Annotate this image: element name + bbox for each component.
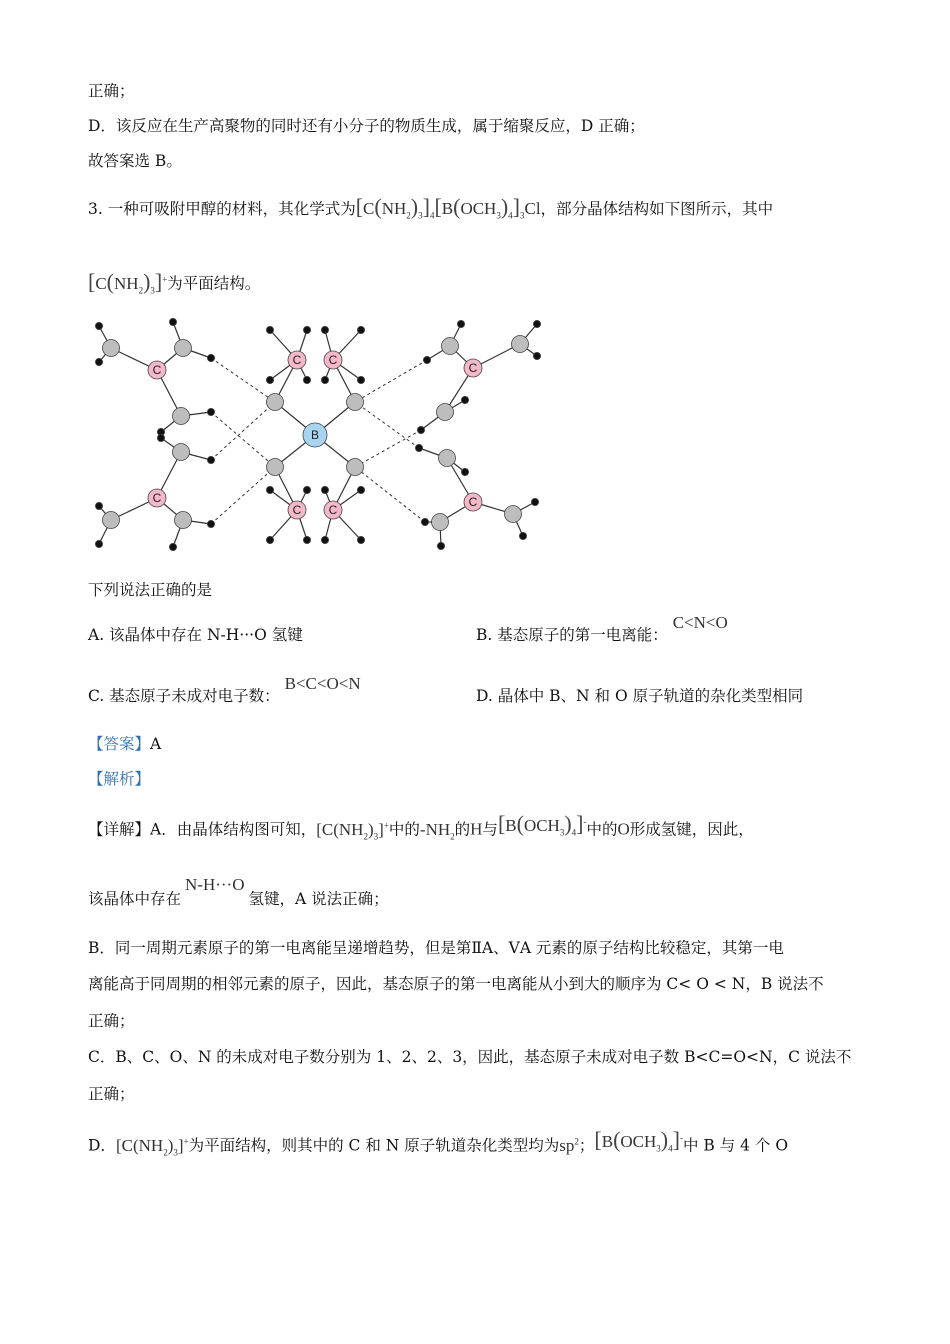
option-b-formula: C<N<O	[672, 613, 728, 632]
hydrogen-atom	[207, 456, 214, 463]
answer-line	[88, 733, 161, 755]
hydrogen-atom	[95, 322, 102, 329]
cation-formula: $[C(NH_2)_3]^+$	[88, 268, 168, 296]
hydrogen-atom	[357, 376, 364, 383]
carbon-atom-label: C	[328, 503, 338, 517]
hydrogen-atom	[533, 320, 540, 327]
hydrogen-atom	[519, 532, 526, 539]
answer-tag: 【答案】	[88, 735, 151, 753]
hydrogen-atom	[415, 444, 422, 451]
question-suffix: ，部分晶体结构如下图所示，其中	[540, 200, 774, 218]
option-c-formula: B<C<O<N	[284, 674, 361, 693]
carbon-atom-label: C	[292, 503, 302, 517]
option-c: C. 基态原子未成对电子数： B<C<O<N	[88, 674, 361, 705]
hydrogen-atom	[169, 543, 176, 550]
answer-value: A	[150, 735, 162, 753]
crystal-structure-diagram	[85, 312, 555, 557]
hydrogen-atom	[266, 536, 273, 543]
hydrogen-atom	[303, 486, 310, 493]
hydrogen-bond	[355, 402, 419, 448]
question-line-1	[88, 196, 773, 226]
nitrogen-atom	[512, 336, 529, 353]
detail-line-d1: D．$[C(NH_2)_3]^+$为平面结构，则其中的 C 和 N 原子轨道杂化类型均为$sp^2$；$[B(OCH_3)_4]^-$中 B 与 4 个 O	[88, 1126, 789, 1158]
hydrogen-atom	[266, 326, 273, 333]
hydrogen-bond	[355, 360, 427, 402]
detail-tag: 【详解】	[88, 820, 151, 839]
hydrogen-bond	[355, 467, 425, 522]
line-3: 故答案选 B。	[88, 152, 182, 170]
nitrogen-atom	[432, 514, 449, 531]
nitrogen-atom	[437, 404, 454, 421]
hydrogen-atom	[95, 540, 102, 547]
boron-atom-label: B	[310, 428, 320, 442]
hydrogen-atom	[531, 498, 538, 505]
hydrogen-atom	[357, 326, 364, 333]
hydrogen-bond	[211, 358, 275, 402]
detail-line-a1: 【详解】A．由晶体结构图可知，$[C(NH_2)_3]^+$中的$-NH_2$的H与$[B(OCH_3)_4]^-$中的O形成氢键，因此，	[88, 810, 754, 842]
oxygen-atom	[267, 459, 284, 476]
nitrogen-atom	[103, 512, 120, 529]
nitrogen-atom	[439, 450, 456, 467]
hydrogen-atom	[157, 434, 164, 441]
hydrogen-atom	[207, 408, 214, 415]
carbon-atom-label: C	[152, 491, 162, 505]
hydrogen-atom	[321, 326, 328, 333]
hydrogen-atom	[457, 320, 464, 327]
option-a: A. 该晶体中存在 N-H···O 氢键	[88, 626, 303, 644]
hydrogen-atom	[95, 358, 102, 365]
hydrogen-atom	[207, 520, 214, 527]
nitrogen-atom	[103, 340, 120, 357]
carbon-atom-label: C	[292, 353, 302, 367]
carbon-atom-label: C	[468, 361, 478, 375]
detail-line-b2: 离能高于同周期的相邻元素的原子，因此，基态原子的第一电离能从小到大的顺序为 C< O < N，B 说法不	[88, 975, 824, 993]
nitrogen-atom	[505, 506, 522, 523]
hydrogen-bond	[355, 430, 421, 467]
question-prompt: 下列说法正确的是	[88, 581, 213, 599]
analysis-tag: 【解析】	[88, 770, 151, 788]
hydrogen-atom	[533, 352, 540, 359]
option-d: D. 晶体中 B、N 和 O 原子轨道的杂化类型相同	[476, 687, 804, 705]
nitrogen-atom	[175, 512, 192, 529]
detail-line-b3: 正确；	[88, 1012, 135, 1030]
nitrogen-atom	[442, 338, 459, 355]
hydrogen-atom	[423, 356, 430, 363]
nitrogen-atom	[173, 408, 190, 425]
option-b: B. 基态原子的第一电离能： C<N<O	[476, 613, 728, 644]
hydrogen-bond	[211, 467, 275, 524]
analysis-line	[88, 768, 150, 790]
hydrogen-atom	[321, 536, 328, 543]
hydrogen-atom	[437, 542, 444, 549]
hydrogen-atom	[357, 486, 364, 493]
hydrogen-atom	[266, 486, 273, 493]
question-prefix: 3. 一种可吸附甲醇的材料，其化学式为	[88, 200, 356, 218]
atoms	[95, 318, 540, 550]
nitrogen-atom	[175, 340, 192, 357]
chem-formula: $[C(NH_2)_3]_4[B(OCH_3)_4]_3Cl$	[355, 194, 541, 221]
hydrogen-atom	[321, 376, 328, 383]
question-suffix-2: 为平面结构。	[167, 274, 261, 293]
hydrogen-atom	[303, 376, 310, 383]
hydrogen-atom	[207, 354, 214, 361]
hydrogen-atom	[357, 536, 364, 543]
question-line-2	[88, 268, 260, 301]
hydrogen-atom	[303, 326, 310, 333]
oxygen-atom	[347, 459, 364, 476]
carbon-atom-label: C	[328, 353, 338, 367]
carbon-atom-label: C	[152, 363, 162, 377]
detail-line-b1: B．同一周期元素原子的第一电离能呈递增趋势，但是第ⅡA、ⅤA 元素的原子结构比较稳定，其第一电	[88, 939, 784, 957]
line-1: 正确；	[88, 82, 135, 100]
hydrogen-atom	[461, 396, 468, 403]
oxygen-atom	[267, 394, 284, 411]
hydrogen-atom	[303, 536, 310, 543]
hydrogen-atom	[421, 518, 428, 525]
oxygen-atom	[347, 394, 364, 411]
hydrogen-atom	[417, 426, 424, 433]
detail-line-c2: 正确；	[88, 1085, 135, 1103]
hydrogen-bond	[211, 412, 275, 467]
hydrogen-bond	[211, 402, 275, 460]
hydrogen-atom	[266, 376, 273, 383]
hydrogen-atom	[321, 486, 328, 493]
hydrogen-atom	[169, 318, 176, 325]
detail-line-c1: C．B、C、O、N 的未成对电子数分别为 1、2、2、3，因此，基态原子未成对电子数 B<C=O<N，C 说法不	[88, 1048, 852, 1066]
hydrogen-atom	[95, 502, 102, 509]
carbon-atom-label: C	[468, 495, 478, 509]
detail-line-a2: 该晶体中存在N-H···O氢键，A 说法正确；	[88, 875, 389, 908]
nitrogen-atom	[173, 444, 190, 461]
hydrogen-atom	[461, 468, 468, 475]
line-2: D．该反应在生产高聚物的同时还有小分子的物质生成，属于缩聚反应，D 正确；	[88, 117, 645, 135]
